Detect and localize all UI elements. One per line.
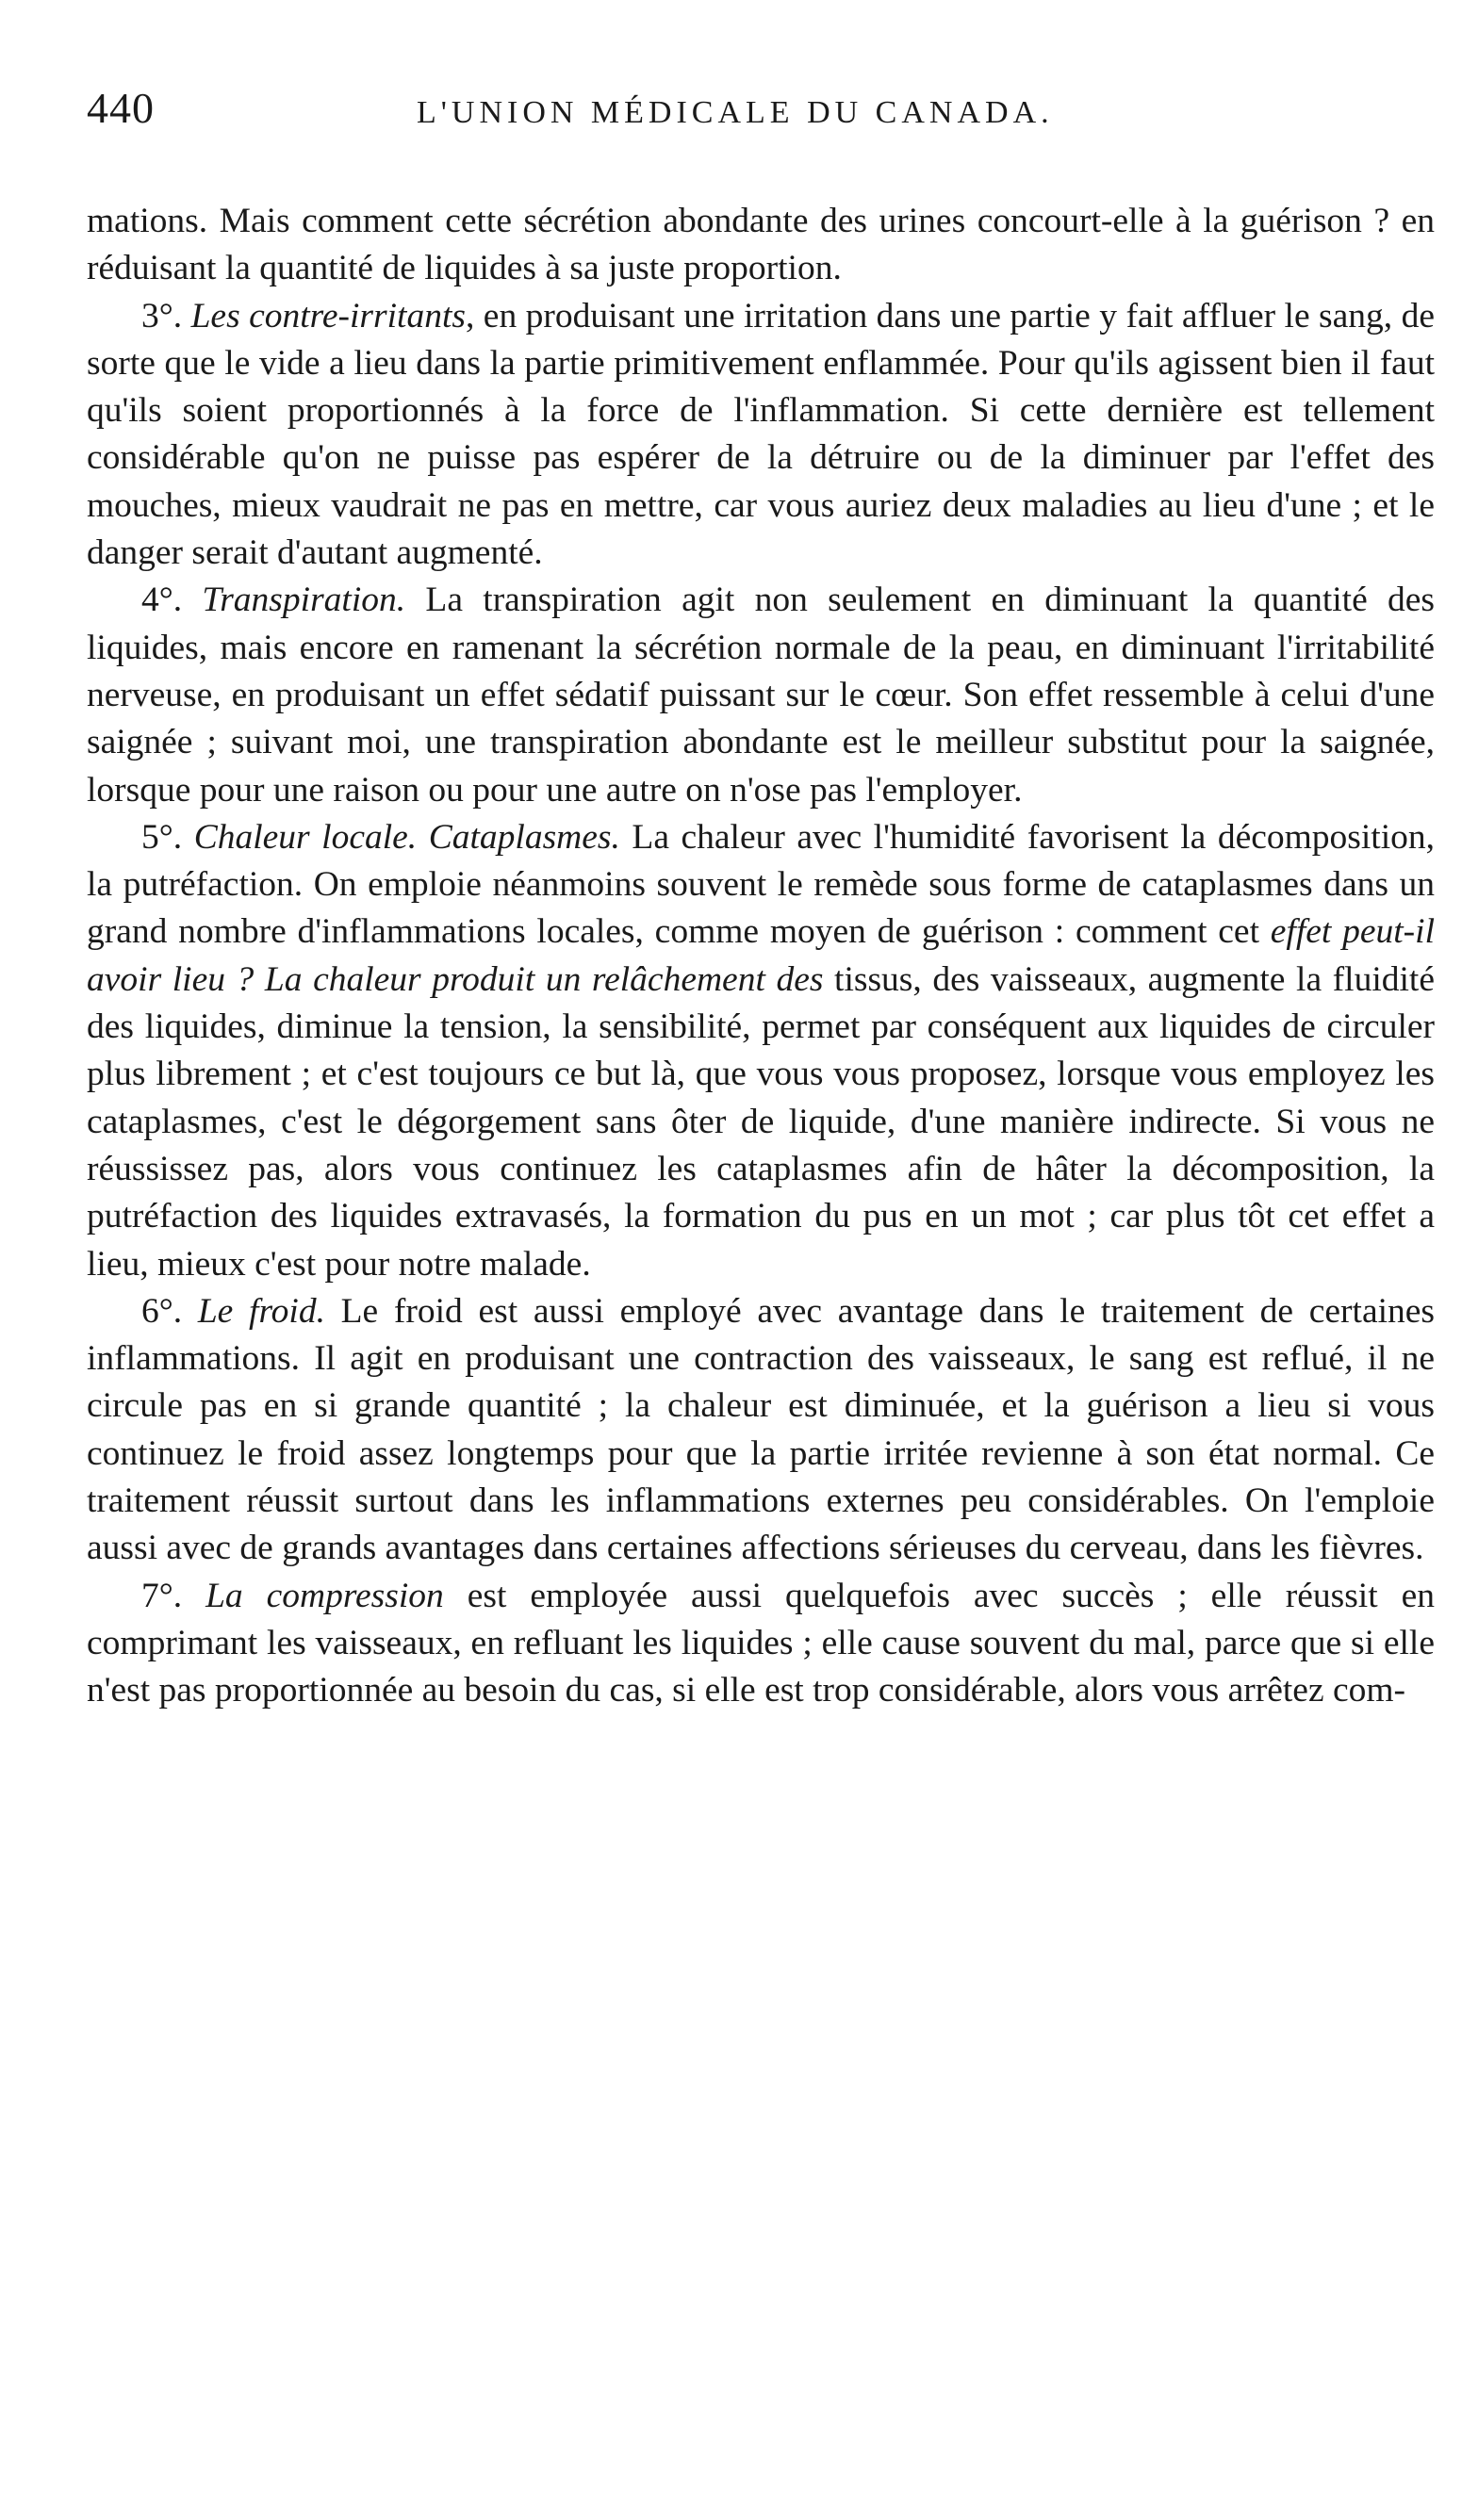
paragraph-le-froid bbox=[87, 1288, 1435, 1573]
paragraph-transpiration bbox=[87, 577, 1435, 813]
text-run: tissus, des vaisseaux, augmente la fluidité des liquides, diminue la tension, la sensibilité, permet par conséquent aux liquides de circuler plus librement ; et c'est toujours ce but là, que vous vous proposez, lorsque vous employez les cataplasmes, c'est le dégorgement sans ôter de liquide, d'une manière indirecte. Si vous ne réussissez pas, alors vous continuez les cataplasmes afin de hâter la décomposition, la putréfaction des liquides extravasés, la formation du pus en un mot ; car plus tôt cet effet a lieu, mieux c'est pour notre malade. bbox=[87, 959, 1435, 1284]
paragraph-contre-irritants bbox=[87, 293, 1435, 578]
paragraph-1 bbox=[87, 198, 1435, 293]
running-head: L'UNION MÉDICALE DU CANADA. bbox=[417, 95, 1054, 130]
body-text bbox=[87, 198, 1435, 1715]
text-run: La transpiration agit non seulement en diminuant la quantité des liquides, mais encore en ramenant la sécrétion normale de la peau, en diminuant l'irritabilité nerveuse, en produisant un effet sédatif puissant sur le cœur. Son effet ressemble à celui d'une saignée ; suivant moi, une transpiration abondante est le meilleur substitut pour la saignée, lorsque pour une raison ou pour une autre on n'ose pas l'employer. bbox=[87, 581, 1435, 810]
italic-run: effet peut-il avoir lieu ? La chaleur produit un relâchement des bbox=[87, 912, 1435, 999]
section-heading: Les contre-irritants bbox=[190, 296, 466, 335]
text-run: , en produisant une irritation dans une partie y fait affluer le sang, de sorte que le vide a lieu dans la partie primitivement enflammée. Pour qu'ils agissent bien il faut qu'ils soient proportionnés à la force de l'inflammation. Si cette dernière est tellement considérable qu'on ne puisse pas espérer de la détruire ou de la diminuer par l'effet des mouches, mieux vaudrait ne pas en mettre, car vous auriez deux maladies au lieu d'une ; et le danger serait d'autant augmenté. bbox=[87, 296, 1436, 573]
section-number: 3°. bbox=[141, 296, 191, 335]
section-number: 5°. bbox=[141, 817, 194, 857]
text-run: mations. Mais comment cette sécrétion abondante des urines concourt-elle à la guérison ? en réduisant la quantité de liquides à sa juste proportion. bbox=[87, 202, 1435, 288]
section-number: 6°. bbox=[141, 1291, 198, 1331]
text-run: est employée aussi quelquefois avec succès ; elle réussit en comprimant les vaisseaux, en refluant les liquides ; elle cause souvent du mal, parce que si elle n'est pas proportionnée au besoin du cas, si elle est trop considérable, alors vous arrêtez com- bbox=[87, 1576, 1435, 1710]
section-heading: Chaleur locale. Cataplasmes. bbox=[193, 817, 620, 857]
document-page bbox=[87, 83, 1435, 1715]
paragraph-compression bbox=[87, 1573, 1435, 1715]
section-heading: Transpiration. bbox=[202, 581, 406, 620]
section-heading: Le froid. bbox=[197, 1291, 325, 1331]
section-heading: La compression bbox=[205, 1576, 444, 1615]
page-number: 440 bbox=[87, 84, 155, 132]
section-number: 7°. bbox=[141, 1576, 206, 1615]
section-number: 4°. bbox=[141, 581, 203, 620]
text-run: Le froid est aussi employé avec avantage dans le traitement de certaines inflammations. Il agit en produisant une contraction des vaisseaux, le sang est reflué, il ne circule pas en si grande quantité ; la chaleur est diminuée, et la guérison a lieu si vous continuez le froid assez longtemps pour que la partie irritée revienne à son état normal. Ce traitement réussit surtout dans les inflammations externes peu considérables. On l'emploie aussi avec de grands avantages dans certaines affections sérieuses du cerveau, dans les fièvres. bbox=[87, 1291, 1435, 1568]
text-run: La chaleur avec l'humidité favorisent la décomposition, la putréfaction. On emploie néanmoins souvent le remède sous forme de cataplasmes dans un grand nombre d'inflammations locales, comme moyen de guérison : comment cet bbox=[87, 817, 1435, 952]
page-header bbox=[87, 83, 1435, 149]
paragraph-chaleur-locale bbox=[87, 814, 1435, 1288]
